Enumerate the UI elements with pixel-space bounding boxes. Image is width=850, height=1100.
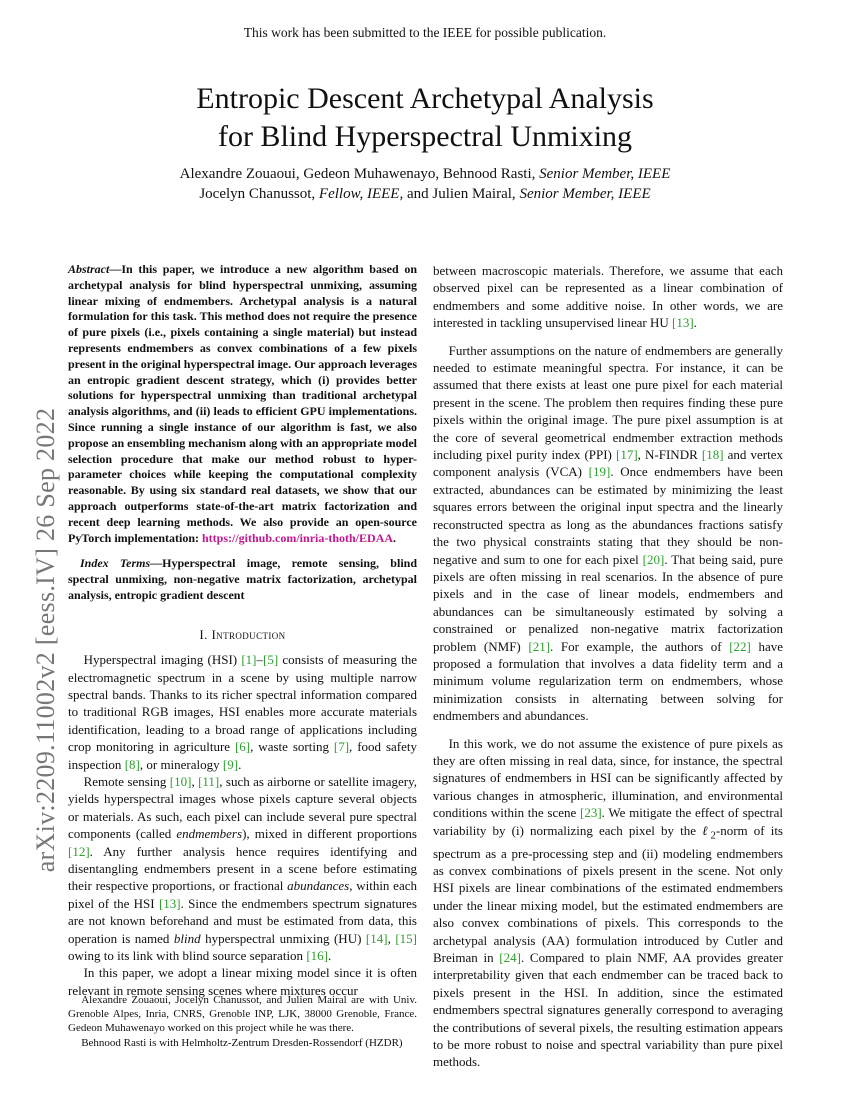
text-run: , <box>387 930 396 946</box>
text-run: have proposed a formulation that involves a data fidelity term and a minimum volume regularization term on endmembers, whose minimization consists in alternating between solving for endmembers and abundances. <box>433 638 783 724</box>
text-run: , waste sorting <box>250 739 334 755</box>
title-line-1: Entropic Descent Archetypal Analysis <box>196 82 654 115</box>
citation-link[interactable]: [8] <box>124 756 140 772</box>
text-run: , food safety inspection <box>68 739 417 772</box>
abstract-end: . <box>393 530 397 545</box>
author-list <box>0 164 850 204</box>
text-run: , such as airborne or satellite imagery, yields hyperspectral images whose pixels capture several objects or materials. As such, each pixel can include several pure spectral components (called <box>68 773 417 842</box>
section-number: I. <box>199 626 212 642</box>
text-run: In this work, we do not assume the existence of pure pixels as they are often missing in real data, since, for instance, the spectral signatures of endmembers in HSI can be significantly affected by various changes in atmospheric, illumination, and environmental conditions within the scene <box>433 735 783 821</box>
footnote-affiliation: Behnood Rasti is with Helmholtz-Zentrum Dresden-Rossendorf (HZDR) <box>81 1036 403 1049</box>
text-run: . Any further analysis hence requires identifying and disentangling endmembers present in a scene before estimating their respective proportions, or fractional <box>68 843 417 894</box>
text-run: . Since the endmembers spectrum signatures are not known beforehand and must be estimated from data, this operation is named <box>68 895 417 946</box>
text-run: consists of measuring the electromagnetic spectrum in a scene by using multiple narrow spectral bands. Thanks to its richer spectral information compared to traditional RGB images, HSI enables more accurate materials identification, leading to a broad range of applications including crop monitoring in agriculture <box>68 652 417 755</box>
text-run: ), mixed in different proportions <box>242 826 417 842</box>
text-run: Further assumptions on the nature of endmembers are generally needed to estimate meaningful spectra. For instance, it can be assumed that there exists at least one pure pixel for each material present in the scene. The problem then requires finding these pure pixels within the original image. The pure pixel assumption is at the core of several geometrical endmember extraction methods including pixel purity index (PPI) <box>433 342 783 463</box>
text-run: . <box>693 315 697 331</box>
citation-link[interactable]: [21] <box>528 638 551 654</box>
text-run: , or mineralogy <box>139 756 223 772</box>
code-link[interactable]: https://github.com/inria-thoth/EDAA <box>202 530 394 545</box>
text-run: -norm of its spectrum as a pre-processing step and (ii) modeling endmembers as convex combinations of pixels present in the scene. Not only HSI pixels are linear combinations of the estimated endmembers under the linear mixing model, but the estimated endmembers are also convex combinations of pixels. This corresponds to the archetypal analysis (AA) formulation introduced by Cutler and Breiman in <box>433 822 783 966</box>
citation-link[interactable]: [13] <box>158 895 181 911</box>
citation-link[interactable]: [15] <box>395 930 418 946</box>
paragraph <box>68 773 417 964</box>
arxiv-stamp <box>18 258 74 1022</box>
arxiv-identifier: arXiv:2209.11002v2 [eess.IV] 26 Sep 2022 <box>31 407 60 873</box>
paragraph <box>433 342 783 725</box>
author-role: Fellow, IEEE, <box>318 186 404 202</box>
paragraph <box>433 262 783 332</box>
text-run: , within each pixel of the HSI <box>68 878 417 911</box>
citation-link[interactable]: [11] <box>198 773 220 789</box>
author-role: Senior Member, IEEE <box>519 186 651 202</box>
index-terms <box>68 556 417 603</box>
text-run: . That being said, pure pixels are often missing in real scenarios. In the absence of pure pixels and in the case of linear models, endmembers and abundances can be simultaneously estimated by solving a constrained or penalized non-negative matrix factorization problem (NMF) <box>433 551 783 654</box>
index-terms-body: —Hyperspectral image, remote sensing, blind spectral unmixing, non-negative matrix factorization, archetypal analysis, entropic gradient descent <box>68 556 417 602</box>
text-run: , <box>191 773 199 789</box>
text-run: and vertex component analysis (VCA) <box>433 447 783 480</box>
paper-title <box>0 80 850 156</box>
text-run: . For example, the authors of <box>550 638 730 654</box>
section-heading <box>68 626 417 643</box>
abstract-body: —In this paper, we introduce a new algorithm based on archetypal analysis for blind hyperspectral unmixing, assuming linear mixing of endmembers. Archetypal analysis is a natural formulation for this task. This method does not require the presence of pure pixels (i.e., pixels containing a single material) but instead represents endmembers as convex combinations of a few pixels present in the original hyperspectral image. Our approach leverages an entropic gradient descent strategy, which (i) provides better solutions for hyperspectral unmixing than traditional archetypal analysis algorithms, and (ii) leads to efficient GPU implementations. Since running a single instance of our algorithm is fast, we also propose an ensembling mechanism along with an appropriate model selection procedure that make our method robust to hyper-parameter choices while keeping the computational complexity reasonable. By using six standard real datasets, we show that our approach outperforms state-of-the-art matrix factorization and recent deep learning methods. We also provide an open-source PyTorch implementation: <box>68 262 417 545</box>
text-run: hyperspectral unmixing (HU) <box>200 930 366 946</box>
right-column <box>433 262 783 1071</box>
citation-link[interactable]: [6] <box>234 739 251 755</box>
footnotes <box>68 993 417 1050</box>
section-title: Introduction <box>211 626 286 642</box>
author-names: Jocelyn Chanussot, <box>199 186 319 202</box>
emphasis-text: endmembers <box>176 826 243 842</box>
text-run: In this paper, we adopt a linear mixing model since it is often relevant in remote sensing scenes where mixtures occur <box>68 965 417 998</box>
text-run: . Once endmembers have been extracted, abundances can be estimated by minimizing the least squares errors between the original input spectra and the linearly reconstructed spectra as long as the abundances fractions satisfy the two physical constraints stating that they should be non-negative and sum to one for each pixel <box>433 464 783 567</box>
text-run: . Compared to plain NMF, AA provides greater interpretability given that each endmember can be traced back to pixels present in the HSI. In addition, since the estimated endmembers spectral signatures generally correspond to averaging the contributions of several pixels, the resulting estimation appears to be more robust to noise and spectral variability than pure pixel methods. <box>433 950 783 1070</box>
author-line-1 <box>0 164 850 184</box>
citation-link[interactable]: [16] <box>306 948 328 964</box>
text-run: . We mitigate the effect of spectral variability by (i) normalizing each pixel by the <box>433 805 784 838</box>
left-column <box>68 262 417 999</box>
author-role: Senior Member, IEEE <box>539 166 671 182</box>
citation-link[interactable]: [24] <box>499 950 521 966</box>
citation-link[interactable]: [9] <box>222 756 239 772</box>
text-run: , N-FINDR <box>637 447 702 463</box>
author-line-2 <box>0 184 850 204</box>
paragraph <box>433 735 783 1071</box>
citation-link[interactable]: [1] <box>241 652 257 668</box>
text-run: Remote sensing <box>83 773 170 789</box>
text-run: Hyperspectral imaging (HSI) <box>83 652 242 668</box>
citation-link[interactable]: [13] <box>672 315 694 331</box>
author-names: Alexandre Zouaoui, Gedeon Muhawenayo, Behnood Rasti, <box>179 166 540 182</box>
emphasis-text: blind <box>173 930 201 946</box>
submission-notice: This work has been submitted to the IEEE for possible publication. <box>243 25 607 40</box>
subscript-text: 2 <box>710 829 716 842</box>
author-names: and Julien Mairal, <box>403 186 520 202</box>
text-run: between macroscopic materials. Therefore, we assume that each observed pixel can be represented as a linear combination of endmembers and some additive noise. In other words, we are interested in tackling unsupervised linear HU <box>433 263 783 331</box>
citation-link[interactable]: [18] <box>701 447 724 463</box>
abstract <box>68 262 417 546</box>
citation-link[interactable]: [17] <box>616 447 638 463</box>
citation-link[interactable]: [19] <box>588 464 611 480</box>
abstract-lead: Abstract <box>68 262 110 276</box>
emphasis-text: abundances <box>287 878 350 894</box>
index-terms-lead: Index Terms <box>80 556 151 571</box>
citation-link[interactable]: [20] <box>642 551 665 567</box>
emphasis-text: ℓ <box>702 822 711 838</box>
text-run: . <box>238 756 242 772</box>
citation-link[interactable]: [14] <box>365 930 388 946</box>
citation-link[interactable]: [5] <box>262 652 279 668</box>
footnote-affiliation: Alexandre Zouaoui, Jocelyn Chanussot, and Julien Mairal are with Univ. Grenoble Alpes, Inria, CNRS, Grenoble INP, LJK, 38000 Grenoble, France. Gedeon Muhawenayo worked on this project while he was there. <box>68 994 417 1035</box>
text-run: – <box>256 652 263 668</box>
citation-link[interactable]: [7] <box>333 739 350 755</box>
title-line-2: for Blind Hyperspectral Unmixing <box>217 120 633 153</box>
citation-link[interactable]: [23] <box>579 805 602 821</box>
citation-link[interactable]: [10] <box>169 773 192 789</box>
citation-link[interactable]: [12] <box>68 843 90 859</box>
text-run: . <box>327 948 332 964</box>
text-run: owing to its link with blind source separation <box>68 948 307 964</box>
paragraph <box>68 651 417 773</box>
citation-link[interactable]: [22] <box>729 638 751 654</box>
